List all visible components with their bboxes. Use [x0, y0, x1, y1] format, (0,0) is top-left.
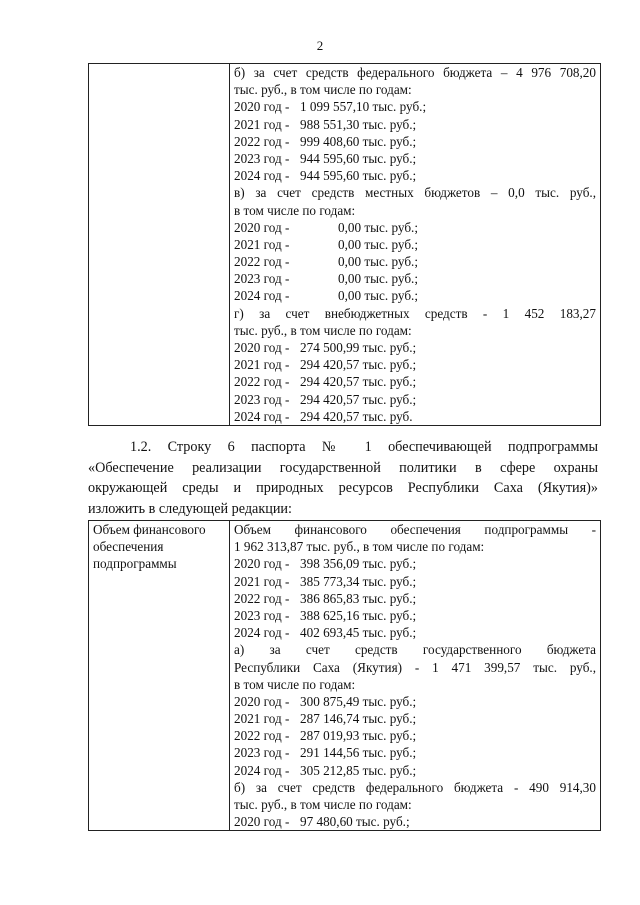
- amount-value: 0,00 тыс. руб.;: [338, 254, 418, 270]
- text-line: б) за счет средств федерального бюджета - 490 914,30: [234, 779, 596, 795]
- year-amount-line: [230, 555, 600, 572]
- year-amount-line: [230, 813, 600, 830]
- amount-value: 385 773,34 тыс. руб.;: [300, 573, 417, 589]
- year-amount-line: [230, 744, 600, 761]
- text-line: в том числе по годам:: [234, 676, 356, 692]
- year-amount-line: [230, 727, 600, 744]
- text-line: тыс. руб., в том числе по годам:: [234, 322, 412, 338]
- text-line: тыс. руб., в том числе по годам:: [234, 82, 412, 98]
- amount-value: 294 420,57 тыс. руб.;: [300, 357, 417, 373]
- row-label-line: Объем финансового: [93, 522, 206, 537]
- year-label: 2022 год -: [234, 133, 290, 149]
- year-amount-line: [230, 287, 600, 304]
- year-label: 2024 год -: [234, 762, 290, 778]
- year-label: 2024 год -: [234, 288, 290, 304]
- amount-value: 999 408,60 тыс. руб.;: [300, 133, 417, 149]
- amount-value: 1 099 557,10 тыс. руб.;: [300, 99, 427, 115]
- amount-value: 402 693,45 тыс. руб.;: [300, 625, 417, 641]
- year-amount-line: [230, 219, 600, 236]
- amount-value: 287 146,74 тыс. руб.;: [300, 711, 417, 727]
- year-amount-line: [230, 133, 600, 150]
- amount-value: 294 420,57 тыс. руб.;: [300, 374, 417, 390]
- text-line: а) за счет средств государственного бюджета: [234, 642, 596, 658]
- year-amount-line: [230, 408, 600, 425]
- amount-value: 386 865,83 тыс. руб.;: [300, 590, 417, 606]
- text-line: в том числе по годам:: [234, 202, 356, 218]
- year-label: 2023 год -: [234, 745, 290, 761]
- year-label: 2021 год -: [234, 357, 290, 373]
- text-line: 1 962 313,87 тыс. руб., в том числе по годам:: [234, 539, 485, 555]
- year-amount-line: [230, 167, 600, 184]
- financing-table-continued: [88, 63, 601, 426]
- year-label: 2022 год -: [234, 254, 290, 270]
- year-amount-line: [230, 116, 600, 133]
- text-line: в) за счет средств местных бюджетов – 0,0 тыс. руб.,: [234, 185, 596, 201]
- year-amount-line: [230, 391, 600, 408]
- year-amount-line: [230, 373, 600, 390]
- table-cell-empty: [89, 64, 230, 426]
- year-label: 2024 год -: [234, 625, 290, 641]
- year-label: 2020 год -: [234, 814, 290, 830]
- amount-value: 944 595,60 тыс. руб.;: [300, 168, 417, 184]
- year-label: 2023 год -: [234, 607, 290, 623]
- year-amount-line: [230, 607, 600, 624]
- year-label: 2023 год -: [234, 271, 290, 287]
- year-amount-line: [230, 590, 600, 607]
- year-label: 2022 год -: [234, 728, 290, 744]
- amount-value: 0,00 тыс. руб.;: [338, 288, 418, 304]
- amount-value: 988 551,30 тыс. руб.;: [300, 116, 417, 132]
- paragraph-line: окружающей среды и природных ресурсов Республики Саха (Якутия)»: [88, 480, 598, 496]
- year-amount-line: [230, 573, 600, 590]
- amount-value: 294 420,57 тыс. руб.: [300, 408, 413, 424]
- amendment-paragraph: [88, 437, 598, 519]
- year-amount-line: [230, 624, 600, 641]
- subprogram-financing-table: [88, 520, 601, 831]
- paragraph-line: 1.2. Строку 6 паспорта № 1 обеспечивающей подпрограммы: [130, 439, 598, 455]
- year-label: 2024 год -: [234, 168, 290, 184]
- row-label-cell: [89, 521, 230, 831]
- amount-value: 300 875,49 тыс. руб.;: [300, 693, 417, 709]
- amount-value: 287 019,93 тыс. руб.;: [300, 728, 417, 744]
- paragraph-line: «Обеспечение реализации государственной политики в сфере охраны: [88, 459, 598, 476]
- amount-value: 294 420,57 тыс. руб.;: [300, 391, 417, 407]
- year-amount-line: [230, 98, 600, 115]
- amount-value: 0,00 тыс. руб.;: [338, 219, 418, 235]
- amount-value: 0,00 тыс. руб.;: [338, 271, 418, 287]
- year-amount-line: [230, 356, 600, 373]
- year-label: 2022 год -: [234, 590, 290, 606]
- year-label: 2020 год -: [234, 693, 290, 709]
- financing-details-cell: [230, 521, 601, 831]
- year-label: 2020 год -: [234, 219, 290, 235]
- amount-value: 0,00 тыс. руб.;: [338, 236, 418, 252]
- amount-value: 305 212,85 тыс. руб.;: [300, 762, 417, 778]
- year-amount-line: [230, 339, 600, 356]
- row-label-line: подпрограммы: [93, 556, 177, 572]
- text-line: б) за счет средств федерального бюджета – 4 976 708,20: [234, 65, 596, 80]
- text-line: Республики Саха (Якутия) - 1 471 399,57 тыс. руб.,: [234, 659, 596, 675]
- year-amount-line: [230, 710, 600, 727]
- year-label: 2023 год -: [234, 391, 290, 407]
- amount-value: 274 500,99 тыс. руб.;: [300, 340, 417, 355]
- year-amount-line: [230, 150, 600, 167]
- year-amount-line: [230, 693, 600, 710]
- year-amount-line: [230, 236, 600, 253]
- financing-details-cell: [230, 64, 601, 426]
- amount-value: 944 595,60 тыс. руб.;: [300, 150, 417, 166]
- year-label: 2021 год -: [234, 711, 290, 727]
- page-number: 2: [316, 38, 324, 53]
- year-label: 2022 год -: [234, 374, 290, 390]
- year-amount-line: [230, 270, 600, 287]
- text-line: тыс. руб., в том числе по годам:: [234, 797, 412, 812]
- year-label: 2020 год -: [234, 340, 290, 355]
- year-amount-line: [230, 253, 600, 270]
- amount-value: 291 144,56 тыс. руб.;: [300, 745, 417, 761]
- paragraph-line: изложить в следующей редакции:: [88, 500, 292, 517]
- year-label: 2021 год -: [234, 116, 290, 132]
- amount-value: 97 480,60 тыс. руб.;: [300, 814, 410, 830]
- year-amount-line: [230, 762, 600, 779]
- year-label: 2021 год -: [234, 236, 290, 252]
- year-label: 2020 год -: [234, 99, 290, 115]
- text-line: г) за счет внебюджетных средств - 1 452 183,27: [234, 305, 596, 321]
- year-label: 2021 год -: [234, 573, 290, 589]
- amount-value: 388 625,16 тыс. руб.;: [300, 607, 417, 623]
- year-label: 2024 год -: [234, 408, 290, 424]
- year-label: 2020 год -: [234, 556, 290, 572]
- amount-value: 398 356,09 тыс. руб.;: [300, 556, 417, 572]
- row-label-line: обеспечения: [93, 539, 164, 555]
- text-line: Объем финансового обеспечения подпрограммы -: [234, 522, 596, 537]
- year-label: 2023 год -: [234, 150, 290, 166]
